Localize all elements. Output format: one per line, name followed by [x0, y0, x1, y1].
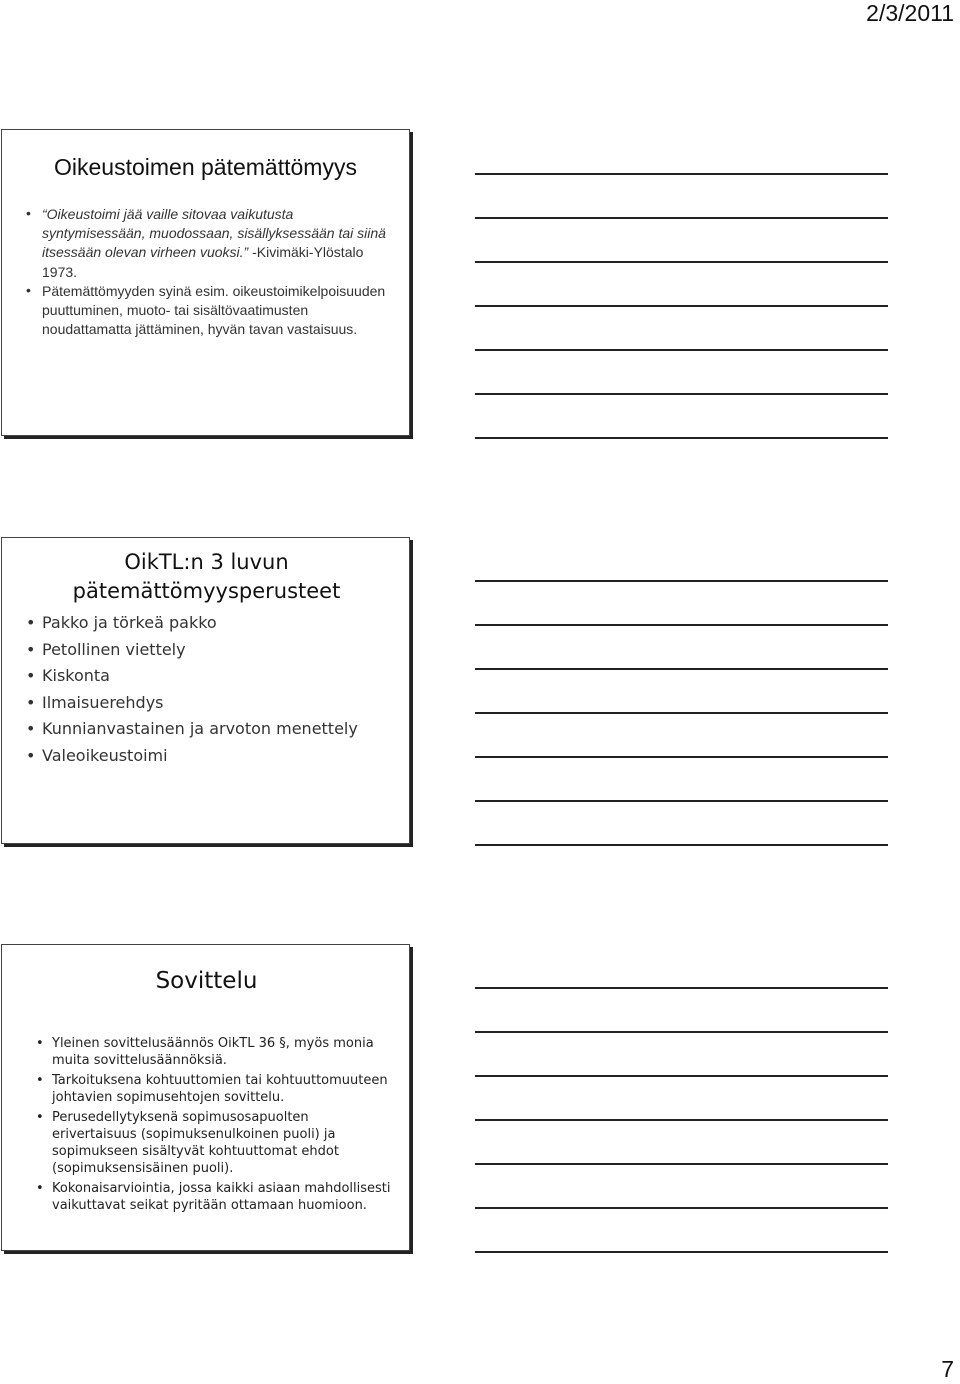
bullet-icon: •: [36, 1181, 44, 1196]
list-item: [26, 743, 358, 770]
bullet-icon: •: [26, 639, 36, 659]
note-line: [475, 1031, 888, 1033]
item-text: Valeoikeustoimi: [42, 745, 168, 765]
note-line: [475, 580, 888, 582]
item-text: Perusedellytyksenä sopimusosapuolten erivertaisuus (sopimuksenulkoinen puoli) ja sopimukseen sisältyvät kohtuuttomat ehdot (sopimuksensisäinen puoli).: [52, 1110, 339, 1176]
bullet-icon: •: [26, 666, 36, 685]
item-text: Kunnianvastainen ja arvoton menettely: [42, 719, 358, 738]
slide-title: Sovittelu: [155, 968, 258, 994]
list-item: [26, 716, 358, 743]
note-line: [475, 217, 888, 219]
note-line: [475, 624, 888, 626]
bullet-list: [36, 1035, 392, 1217]
slide-title: OikTL:n 3 luvun pätemättömyysperusteet: [72, 550, 341, 603]
item-text: Kokonaisarviointia, jossa kaikki asiaan mahdollisesti vaikuttavat seikat pyritään ottamaan huomioon.: [52, 1181, 391, 1213]
bullet-icon: •: [26, 205, 31, 221]
note-line: [475, 1075, 888, 1077]
note-line: [475, 756, 888, 758]
item-text: Ilmaisuerehdys: [42, 692, 164, 712]
note-line: [475, 712, 888, 714]
note-line: [475, 1163, 888, 1165]
slide-2: [1, 537, 410, 844]
slide-3: [1, 944, 410, 1251]
note-line: [475, 1251, 888, 1253]
note-line: [475, 305, 888, 307]
list-item: [26, 663, 358, 690]
note-line: [475, 349, 888, 351]
note-line: [475, 393, 888, 395]
slide-1: [1, 129, 410, 436]
list-item: [26, 205, 397, 282]
quote-text: “Oikeustoimi jää vaille sitovaa vaikutusta syntymisessään, muodossaan, sisällyksessään tai siinä itsessään olevan virheen vuoksi.”: [42, 206, 386, 261]
bullet-icon: •: [36, 1073, 44, 1088]
bullet-icon: •: [26, 745, 36, 765]
note-line: [475, 261, 888, 263]
item-text: Yleinen sovittelusäännös OikTL 36 §, myös monia muita sovittelusäännöksiä.: [52, 1036, 374, 1068]
page-number: 7: [941, 1356, 954, 1382]
note-line: [475, 844, 888, 846]
bullet-icon: •: [26, 692, 36, 712]
item-text: Tarkoituksena kohtuuttomien tai kohtuuttomuuteen johtavien sopimusehtojen sovittelu.: [52, 1073, 388, 1105]
note-line: [475, 437, 888, 439]
note-line: [475, 1207, 888, 1209]
list-item: [36, 1109, 392, 1177]
bullet-icon: •: [36, 1110, 44, 1125]
item-text: Pätemättömyyden syinä esim. oikeustoimikelpoisuuden puuttuminen, muoto- tai sisältövaatimusten noudattamatta jättäminen, hyvän tavan vastaisuus.: [42, 282, 386, 338]
slide-title: Oikeustoimen pätemättömyys: [54, 154, 357, 180]
note-line: [475, 800, 888, 802]
bullet-list: [26, 610, 358, 769]
note-line: [475, 987, 888, 989]
note-line: [475, 1119, 888, 1121]
item-text: Pakko ja törkeä pakko: [42, 613, 217, 632]
list-item: [26, 281, 397, 340]
list-item: [36, 1180, 392, 1214]
bullet-icon: •: [26, 719, 36, 738]
list-item: [26, 637, 358, 664]
list-item: [26, 610, 358, 637]
note-line: [475, 668, 888, 670]
print-date: 2/3/2011: [866, 0, 954, 26]
list-item: [26, 690, 358, 717]
item-text: Kiskonta: [42, 666, 110, 685]
citation-text: -Kivimäki-Ylöstalo 1973.: [42, 244, 364, 280]
bullet-list: [26, 205, 397, 339]
item-text: Petollinen viettely: [42, 639, 186, 659]
note-line: [475, 173, 888, 175]
bullet-icon: •: [36, 1036, 44, 1051]
bullet-icon: •: [26, 281, 31, 298]
list-item: [36, 1072, 392, 1106]
bullet-icon: •: [26, 613, 36, 632]
list-item: [36, 1035, 392, 1069]
